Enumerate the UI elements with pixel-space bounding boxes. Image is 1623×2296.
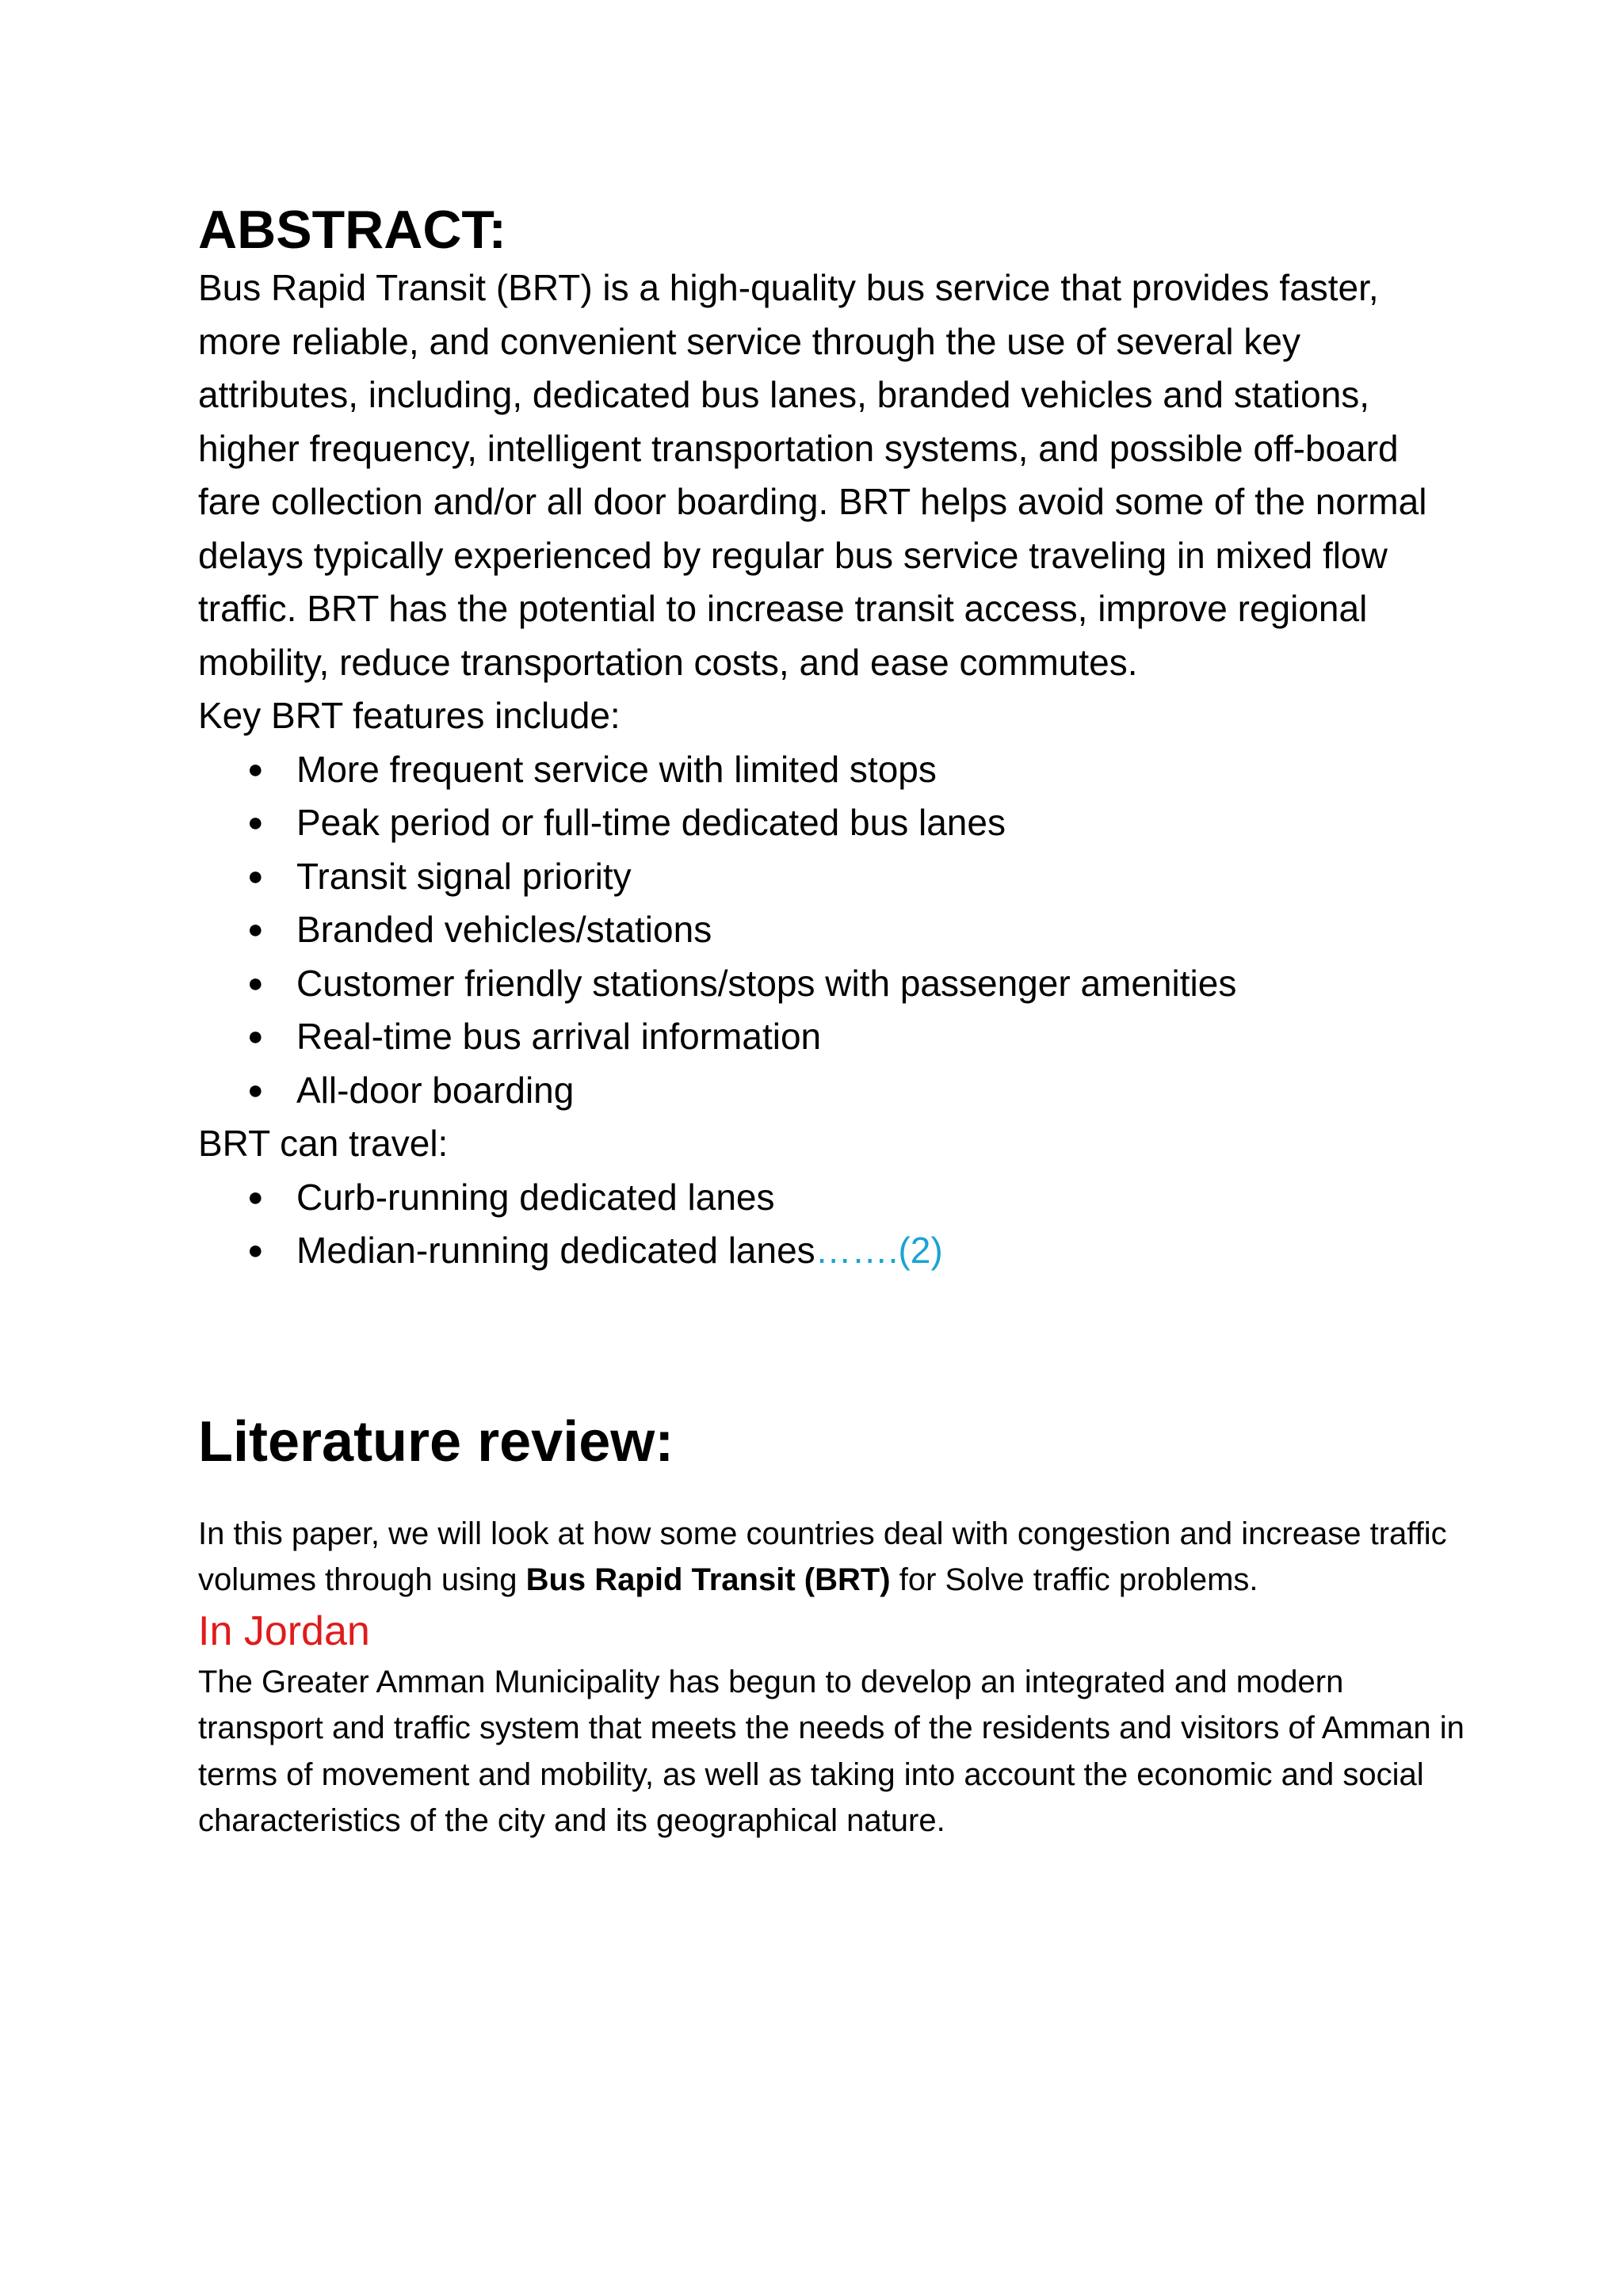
list-item	[198, 957, 1466, 1011]
travel-intro: BRT can travel:	[198, 1123, 449, 1164]
feature-text: Peak period or full-time dedicated bus lanes	[296, 802, 1006, 843]
feature-text: Branded vehicles/stations	[296, 909, 712, 950]
bullet-icon: ●	[247, 1235, 264, 1265]
abstract-heading: ABSTRACT:	[198, 200, 507, 260]
list-item	[198, 903, 1466, 957]
features-list	[198, 743, 1466, 1118]
abstract-paragraph: Bus Rapid Transit (BRT) is a high-quality bus service that provides faster, more reliable, and convenient service through the use of several key attributes, including, dedicated bus lanes, branded vehicles and stations, higher frequency, intelligent transportation systems, and possible off-board fare collection and/or all door boarding. BRT helps avoid some of the normal delays typically experienced by regular bus service traveling in mixed flow traffic. BRT has the potential to increase transit access, improve regional mobility, reduce transportation costs, and ease commutes.	[198, 267, 1427, 683]
feature-text: Customer friendly stations/stops with passenger amenities	[296, 962, 1237, 1004]
bullet-icon: ●	[247, 807, 264, 837]
feature-text: Real-time bus arrival information	[296, 1016, 822, 1057]
feature-text: Transit signal priority	[296, 855, 632, 897]
reference-marker: …….(2)	[815, 1230, 943, 1271]
list-item	[198, 743, 1466, 797]
section-spacer	[198, 1278, 1466, 1406]
list-item	[198, 850, 1466, 904]
intro-text: In this paper, we will look at how some countries deal with congestion and increase traffic volumes through using	[198, 1516, 1447, 1597]
feature-text: All-door boarding	[296, 1069, 575, 1111]
intro-bold-text: Bus Rapid Transit (BRT)	[525, 1562, 891, 1597]
travel-text: Median-running dedicated lanes	[296, 1230, 815, 1271]
list-item	[198, 1064, 1466, 1118]
bullet-icon: ●	[247, 860, 264, 891]
intro-text-end: for Solve traffic problems.	[890, 1562, 1258, 1597]
list-item	[198, 1010, 1466, 1064]
list-item	[198, 1224, 1466, 1278]
travel-list	[198, 1171, 1466, 1278]
bullet-icon: ●	[247, 967, 264, 998]
bullet-icon: ●	[247, 1021, 264, 1051]
bullet-icon: ●	[247, 914, 264, 944]
bullet-icon: ●	[247, 753, 264, 784]
jordan-paragraph: The Greater Amman Municipality has begun to develop an integrated and modern transport and traffic system that meets the needs of the residents and visitors of Amman in terms of movement and mobility, as well as taking into account the economic and social characteristics of the city and its geographical nature.	[198, 1664, 1465, 1838]
jordan-heading: In Jordan	[198, 1608, 370, 1654]
bullet-icon: ●	[247, 1074, 264, 1105]
literature-intro	[198, 1511, 1466, 1604]
document-page	[198, 198, 1466, 1844]
heading-spacer	[198, 1478, 1466, 1511]
list-item	[198, 1171, 1466, 1225]
list-item	[198, 796, 1466, 850]
feature-text: More frequent service with limited stops	[296, 748, 937, 790]
features-intro: Key BRT features include:	[198, 695, 621, 736]
bullet-icon: ●	[247, 1181, 264, 1212]
travel-text: Curb-running dedicated lanes	[296, 1176, 775, 1218]
literature-heading: Literature review:	[198, 1409, 674, 1474]
